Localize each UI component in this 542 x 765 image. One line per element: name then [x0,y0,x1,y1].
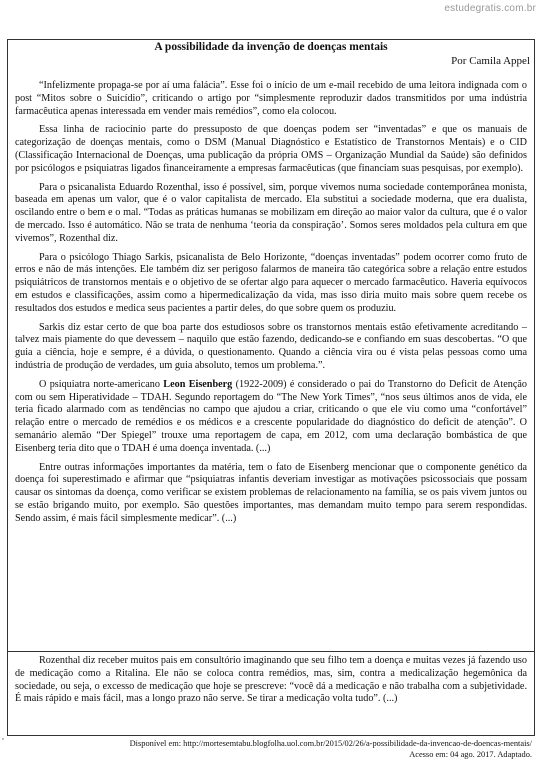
paragraph: Entre outras informações importantes da matéria, tem o fato de Eisenberg mencionar que o componente genético da doença foi superestimado e afirmar que “psiquiatras infantis deveriam investigar as motivações psicossociais que possam causar os sintomas da doença, como verificar se existem problemas de relacionamento na família, se os pais vivem juntos ou se estão brigando muito, por exemplo. São questões importantes, mas demandam muito tempo para serem respondidas. Sendo assim, é mais fácil simplesmente medicar”. (...) [15,461,527,524]
paragraph: “Infelizmente propaga-se por aí uma falácia”. Esse foi o início de um e-mail recebido de uma leitora indignada com o post “Mitos sobre o Suicídio”, criticando o artigo por “simplesmente reproduzir dados transmitidos por uma indústria farmacêutica apenas interessada em vender mais remédios”, como ela colocou. [15,80,527,117]
paragraph: Para o psicólogo Thiago Sarkis, psicanalista de Belo Horizonte, “doenças inventadas” podem ocorrer como fruto de erros e não de más intenções. Ele também diz ser perigoso falarmos de maneira tão categórica sobre a relação entre estudos psiquiátricos de transtornos mentais e o objetivo de se ofertar algo para aquecer o mercado farmacêutico. Haveria equívocos em estudos e classificações, assim como a hipermedicalização da vida, mas isso diria muito mais sobre quem recebe os resultados dos estudos e medica seus pacientes a partir deles, do que sobre quem os produziu. [15,251,527,314]
site-watermark: estudegratis.com.br [444,3,536,14]
paragraph-text: O psiquiatra norte-americano [39,378,164,390]
paragraph: Para o psicanalista Eduardo Rozenthal, isso é possível, sim, porque vivemos numa sociedade contemporânea monista, baseada em apenas um valor, que é o valor capitalista de mercado. Ela substitui a sociedade moderna, que era dualista, oscilando entre o bem e o mal. “Todas as práticas humanas se mobilizam em direção ao maior valor da cultura, que é o valor de mercado. Isso é automático. Não se trata de nenhuma ‘teoria da conspiração’. Somos seres moldados pela cultura em que vivemos”, Rozenthal diz. [15,181,527,244]
paragraph: Rozenthal diz receber muitos pais em consultório imaginando que seu filho tem a doença e muitas vezes já fazendo uso de medicação como a Ritalina. Ele não se coloca contra remédios, mas, sim, contra a medicalização hegemônica da sociedade, ou seja, o excesso de medicação que hoje se prescreve: “você dá a medicação e não trabalha com a subjetividade. É mais rápido e mais fácil, mas a longo prazo não serve. Se tirar a medicação volta tudo”. (...) [15,655,527,705]
article-body-end [15,655,527,706]
article-body [15,80,527,532]
source-access-date: Acesso em: 04 ago. 2017. Adaptado. [409,750,532,759]
source-citation [32,738,532,760]
paragraph: Essa linha de raciocínio parte do pressuposto de que doenças podem ser “inventadas” e que os manuais de categorização de doenças mentais, como o DSM (Manual Diagnóstico e Estatístico de Transtornos Mentais) e o CID (Classificação Internacional de Doenças, uma publicação da própria OMS – Organização Mundial da Saúde) são definidos por psicólogos e psiquiatras ligados financeiramente a empresas farmacêuticas (que financiam suas pesquisas, por exemplo). [15,124,527,174]
paragraph-text: (1922-2009) é considerado o pai do Transtorno do Deficit de Atenção com ou sem Hiperatividade – TDAH. Segundo reportagem do “The New York Times”, “nos seus últimos anos de vida, ele teria ficado alarmado com as tendências no campo que ajudou a criar, criticando o que ele viu como uma “confortável” relação entre o mercado de remédios e os médicos e a crescente popularidade do diagnóstico do deficit de atenção”. O semanário alemão “Der Spiegel” trouxe uma reportagem de capa, em 2012, com uma declaração bombástica de que Eisenberg teria dito que o TDAH é uma doença inventada. (...) [15,378,527,454]
paragraph: Sarkis diz estar certo de que boa parte dos estudiosos sobre os transtornos mentais estão efetivamente acreditando – talvez mais piamente do que devessem – naquilo que estão fazendo, dedicando-se e confiando em suas descobertas. “O que guia a ciência, hoje e sempre, é a dúvida, o questionamento. Quando a ciência vira ou é vista pelas pessoas como uma indústria de produção de verdades, um guia absoluto, temos um problema.”. [15,321,527,371]
paragraph [15,379,527,456]
person-name: Leon Eisenberg [163,378,233,390]
article-title: A possibilidade da invenção de doenças mentais [154,41,388,53]
margin-mark: , [2,732,4,741]
section-divider [7,651,535,652]
article-author: Por Camila Appel [451,55,530,67]
source-url: Disponível em: http://mortesemtabu.blogfolha.uol.com.br/2015/02/26/a-possibilidade-da-invencao-de-doencas-mentais/ [129,739,532,748]
